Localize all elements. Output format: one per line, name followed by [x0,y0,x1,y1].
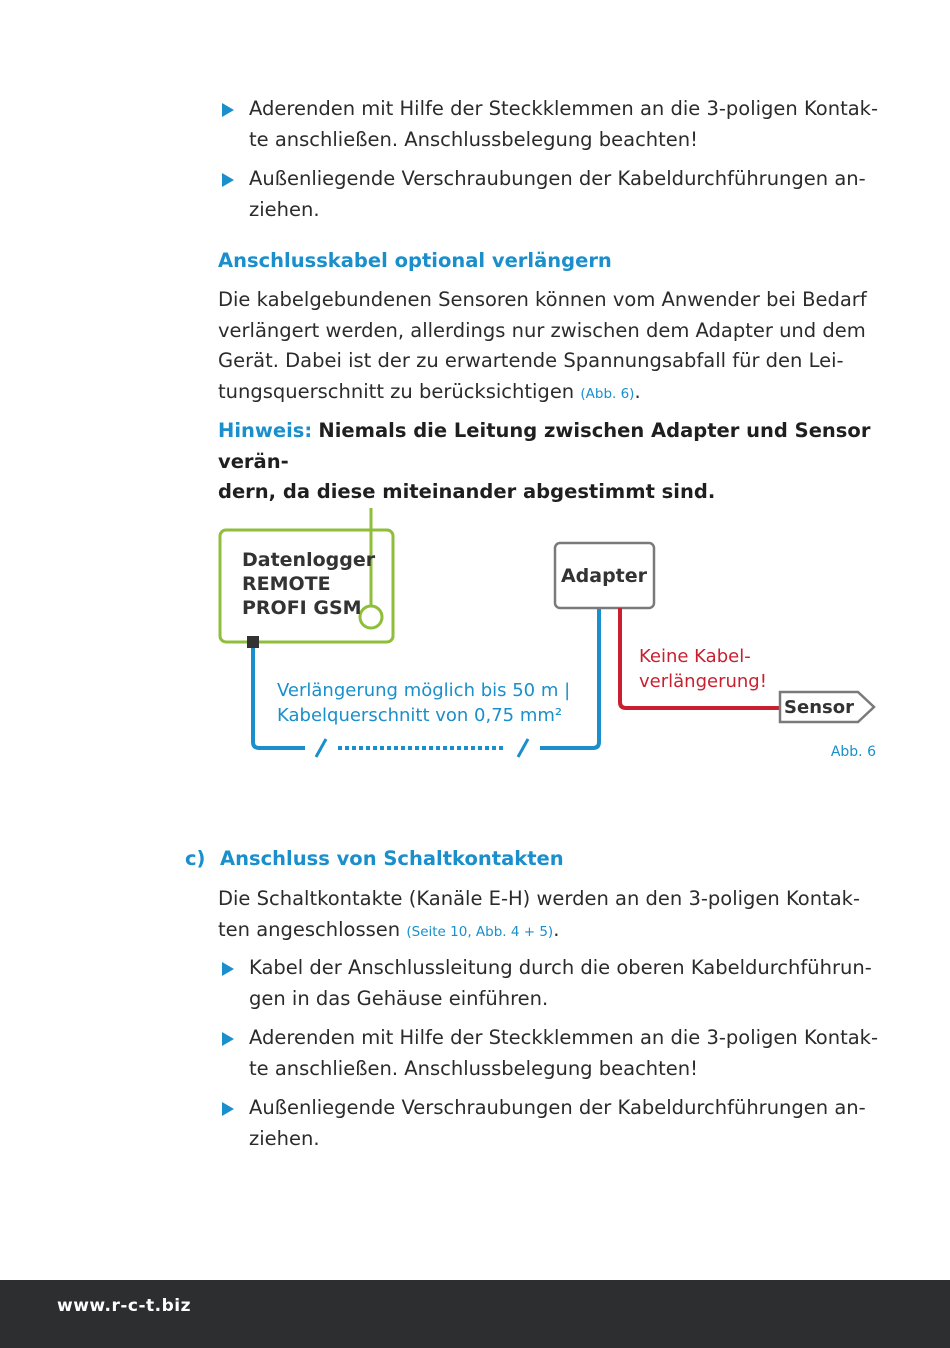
datalogger-label: REMOTE [242,573,331,595]
cable-break-mark [316,739,326,757]
note-text: Niemals die Leitung zwischen Adapter und Sensor verän- [218,419,871,473]
extension-label: Kabelquerschnitt von 0,75 mm² [277,705,563,726]
extension-label: Verlängerung möglich bis 50 m | [277,680,571,701]
section-marker: c) [185,847,206,870]
bullet-text: ziehen. [249,1126,320,1150]
bullet-text: Aderenden mit Hilfe der Steckklemmen an die 3-poligen Kontak- [249,97,878,120]
bullet-triangle-icon [222,103,234,117]
note-label: Hinweis: [218,419,313,442]
bullet-text: te anschließen. Anschlussbelegung beachten! [249,127,698,151]
figure-reference: (Seite 10, Abb. 4 + 5) [406,923,554,940]
list-item [218,94,878,155]
warning-label: Keine Kabel- [639,646,751,667]
figure-caption: Abb. 6 [830,744,876,760]
bullet-text: Außenliegende Verschraubungen der Kabeldurchführungen an- [249,1096,866,1119]
bullet-triangle-icon [222,173,234,187]
adapter-label: Adapter [560,565,648,587]
section-heading: Anschlusskabel optional verlängern [218,249,612,272]
bullet-text: Aderenden mit Hilfe der Steckklemmen an die 3-poligen Kontak- [249,1026,878,1049]
page-footer [0,1280,950,1348]
section-paragraph: Die kabelgebundenen Sensoren können vom Anwender bei Bedarf verlängert werden, allerdings nur zwischen dem Adapter und dem Gerät. Dabei ist der zu erwartende Spannungsabfall für den Lei- tungsquerschnitt zu berücksichtigen (Abb. 6). [218,288,867,403]
note [218,416,898,508]
warning-label: verlängerung! [639,671,767,692]
sensor-label: Sensor [784,697,854,718]
wiring-diagram [200,500,900,780]
section-c-bullet-list [218,953,878,1163]
datalogger-label: PROFI GSM [242,597,362,619]
note-text: dern, da diese miteinander abgestimmt sind. [218,480,716,503]
cable-break-mark [518,739,528,757]
bullet-text: gen in das Gehäuse einführen. [249,986,549,1010]
antenna-icon [360,606,382,628]
section-paragraph: Die Schaltkontakte (Kanäle E-H) werden an den 3-poligen Kontak- ten angeschlossen (Seite 10, Abb. 4 + 5). [218,887,861,941]
connector-square [247,636,259,648]
bullet-triangle-icon [222,1032,234,1046]
bullet-text: Außenliegende Verschraubungen der Kabeldurchführungen an- [249,167,866,190]
figure-reference: (Abb. 6) [580,385,635,402]
list-item [218,164,878,225]
bullet-triangle-icon [222,1102,234,1116]
cable-segment [540,608,599,748]
bullet-text: ziehen. [249,197,320,221]
section-heading: Anschluss von Schaltkontakten [220,847,564,870]
list-item [218,953,878,1014]
bullet-triangle-icon [222,962,234,976]
list-item [218,1023,878,1084]
bullet-text: Kabel der Anschlussleitung durch die oberen Kabeldurchführun- [249,956,872,979]
list-item [218,1093,878,1154]
top-bullet-list [218,94,878,234]
bullet-text: te anschließen. Anschlussbelegung beachten! [249,1056,698,1080]
datalogger-label: Datenlogger [242,549,376,571]
footer-url: www.r-c-t.biz [57,1296,192,1316]
